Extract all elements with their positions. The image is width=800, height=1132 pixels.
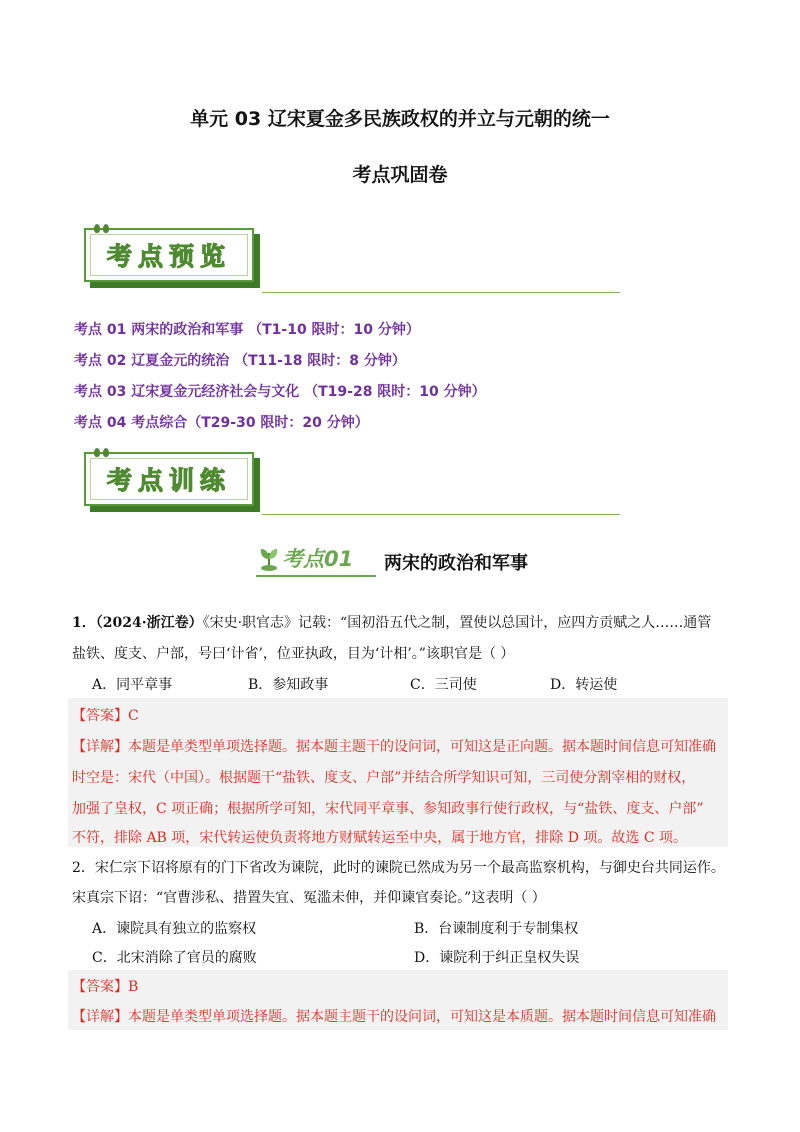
section-heading: 两宋的政治和军事 [384, 553, 528, 574]
divider [262, 292, 620, 293]
option-a: A．同平章事 [92, 677, 173, 693]
divider [262, 514, 620, 515]
preview-badge [84, 220, 260, 286]
option-d: D．转运使 [550, 677, 618, 693]
page-subtitle: 考点巩固卷 [352, 164, 448, 186]
option-a: A．谏院具有独立的监察权 [92, 921, 257, 937]
detail-line: 【详解】本题是单类型单项选择题。据本题主题干的设问词，可知这是正向题。据本题时间信息可知准确 [72, 739, 716, 755]
detail-line: 不符，排除 AB 项，宋代转运使负责将地方财赋转运至中央，属于地方官，排除 D 项。故选 C 项。 [72, 830, 688, 846]
section-tag: 考点01 [282, 547, 354, 571]
leaf-icon [258, 547, 280, 571]
preview-item: 考点 04 考点综合（T29-30 限时：20 分钟） [74, 415, 369, 431]
option-c: C．北宋消除了官员的腐败 [92, 950, 257, 966]
sprout-icon [94, 442, 112, 461]
question-1-line-2: 盐铁、度支、户部，号曰‘计省’，位亚执政，目为‘计相’。”该职官是（ ） [72, 646, 515, 662]
preview-item: 考点 03 辽宋夏金元经济社会与文化 （T19-28 限时：10 分钟） [74, 384, 486, 400]
option-d: D．谏院利于纠正皇权失误 [414, 950, 580, 966]
preview-badge-label: 考点预览 [106, 242, 231, 271]
option-c: C．三司使 [410, 677, 477, 693]
page-title: 单元 03 辽宋夏金多民族政权的并立与元朝的统一 [190, 108, 610, 130]
answer-label: 【答案】C [72, 708, 139, 724]
preview-item: 考点 02 辽夏金元的统治 （T11-18 限时：8 分钟） [74, 353, 406, 369]
question-2-line-2: 宋真宗下诏：“官曹涉私、措置失宜、冤滥未伸，并仰谏官奏论。”这表明（ ） [72, 890, 546, 906]
preview-item: 考点 01 两宋的政治和军事 （T1-10 限时：10 分钟） [74, 322, 420, 338]
training-badge [84, 444, 260, 510]
detail-line: 【详解】本题是单类型单项选择题。据本题主题干的设问词，可知这是本质题。据本题时间信息可知准确 [72, 1009, 716, 1025]
detail-line: 加强了皇权，C 项正确；根据所学可知，宋代同平章事、参知政事行使行政权，与“盐铁、度支、户部” [72, 801, 704, 817]
question-2-line-1: 2．宋仁宗下诏将原有的门下省改为谏院，此时的谏院已然成为另一个最高监察机构，与御史台共同运作。 [72, 860, 725, 876]
detail-line: 时空是：宋代（中国）。根据题干“盐铁、度支、户部”并结合所学知识可知，三司使分割宰相的财权， [72, 770, 696, 786]
question-1-line-1: 1．（2024·浙江卷）《宋史·职官志》记载：“国初沿五代之制，置使以总国计，应四方贡赋之人……通管 [72, 615, 712, 631]
sprout-icon [94, 218, 112, 237]
section-header [256, 541, 576, 577]
answer-label: 【答案】B [72, 979, 139, 995]
training-badge-label: 考点训练 [106, 466, 231, 495]
option-b: B．参知政事 [248, 677, 329, 693]
option-b: B．台谏制度利于专制集权 [414, 921, 579, 937]
